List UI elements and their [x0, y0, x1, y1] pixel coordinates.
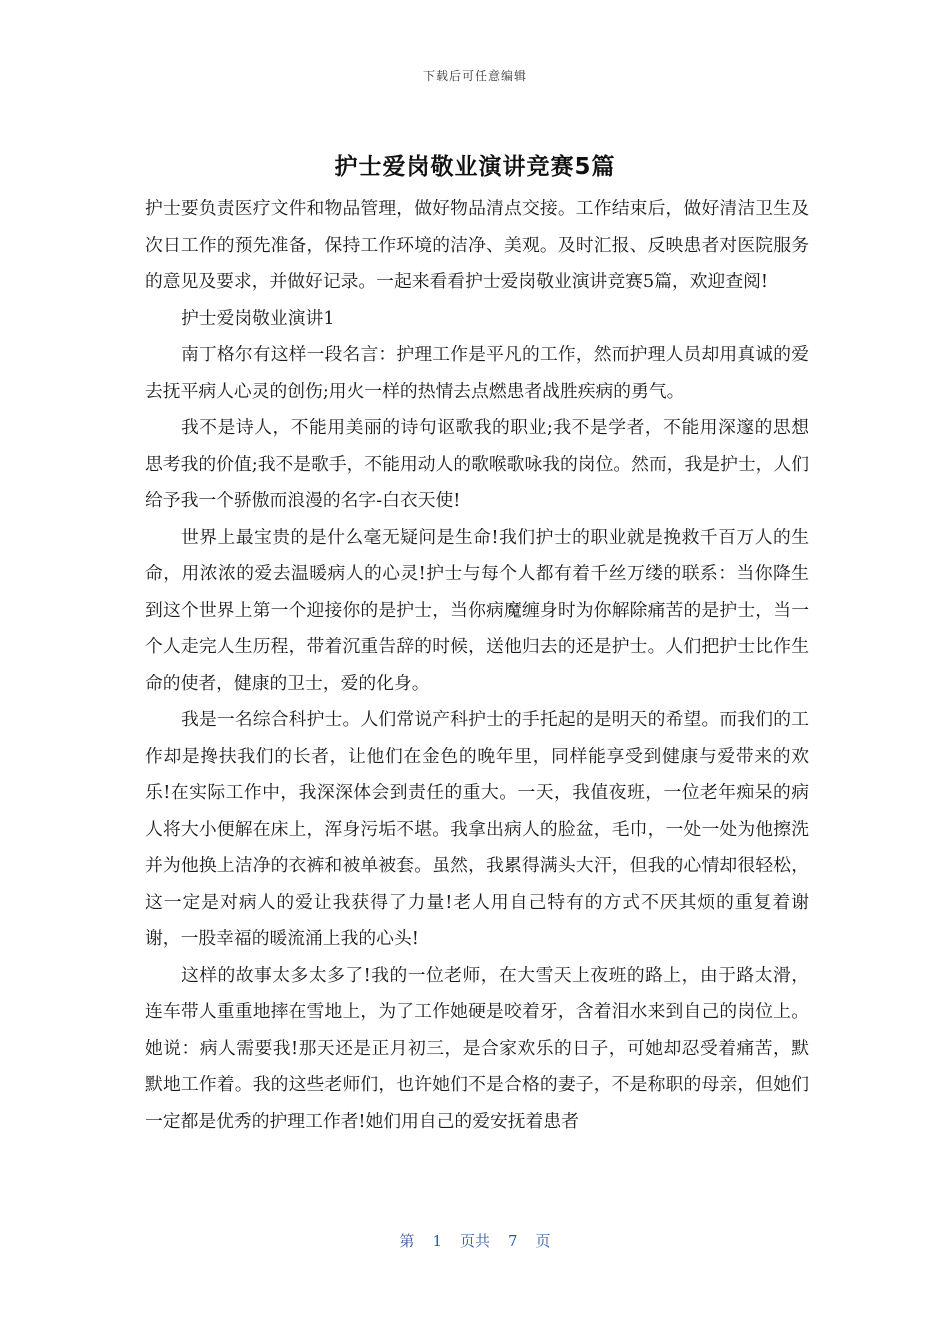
total-page-count: 7	[508, 1232, 518, 1250]
page-suffix: 页	[535, 1232, 551, 1250]
body-paragraph: 南丁格尔有这样一段名言：护理工作是平凡的工作，然而护理人员却用真诚的爱去抚平病人心灵的创伤;用火一样的热情去点燃患者战胜疾病的勇气。	[145, 344, 809, 402]
section-heading: 护士爱岗敬业演讲1	[181, 307, 335, 329]
intro-paragraph: 护士要负责医疗文件和物品管理，做好物品清点交接。工作结束后，做好清洁卫生及次日工作的预先准备，保持工作环境的洁净、美观。及时汇报、反映患者对医院服务的意见及要求，并做好记录。一起来看看护士爱岗敬业演讲竞赛5篇，欢迎查阅!	[145, 198, 809, 292]
body-paragraph: 我是一名综合科护士。人们常说产科护士的手托起的是明天的希望。而我们的工作却是搀扶我们的长者，让他们在金色的晚年里，同样能享受到健康与爱带来的欢乐!在实际工作中，我深深体会到责任的重大。一天，我值夜班，一位老年痴呆的病人将大小便解在床上，浑身污垢不堪。我拿出病人的脸盆，毛巾，一处一处为他擦洗并为他换上洁净的衣裤和被单被套。虽然，我累得满头大汗，但我的心情却很轻松，这一定是对病人的爱让我获得了力量!老人用自己特有的方式不厌其烦的重复着谢谢，一股幸福的暖流涌上我的心头!	[145, 709, 809, 949]
body-paragraph: 这样的故事太多太多了!我的一位老师，在大雪天上夜班的路上，由于路太滑，连车带人重重地摔在雪地上，为了工作她硬是咬着牙，含着泪水来到自己的岗位上。她说：病人需要我!那天还是正月初三，是合家欢乐的日子，可她却忍受着痛苦，默默地工作着。我的这些老师们，也许她们不是合格的妻子，不是称职的母亲，但她们一定都是优秀的护理工作者!她们用自己的爱安抚着患者	[145, 964, 809, 1132]
body-paragraph: 世界上最宝贵的是什么毫无疑问是生命!我们护士的职业就是挽救千百万人的生命，用浓浓的爱去温暖病人的心灵!护士与每个人都有着千丝万缕的联系：当你降生到这个世界上第一个迎接你的是护士，当你病魔缠身时为你解除痛苦的是护士，当一个人走完人生历程，带着沉重告辞的时候，送他归去的还是护士。人们把护士比作生命的使者，健康的卫士，爱的化身。	[145, 526, 809, 694]
page-number-footer	[0, 1230, 950, 1251]
page-header-note: 下载后可任意编辑	[422, 69, 527, 83]
page-middle: 页共	[459, 1232, 490, 1250]
page-prefix: 第	[399, 1232, 415, 1250]
document-body	[145, 191, 809, 1140]
current-page-number: 1	[432, 1232, 442, 1250]
document-title: 护士爱岗敬业演讲竞赛5篇	[334, 154, 616, 180]
body-paragraph: 我不是诗人，不能用美丽的诗句讴歌我的职业;我不是学者，不能用深邃的思想思考我的价值;我不是歌手，不能用动人的歌喉歌咏我的岗位。然而，我是护士，人们给予我一个骄傲而浪漫的名字-白衣天使!	[145, 417, 809, 511]
